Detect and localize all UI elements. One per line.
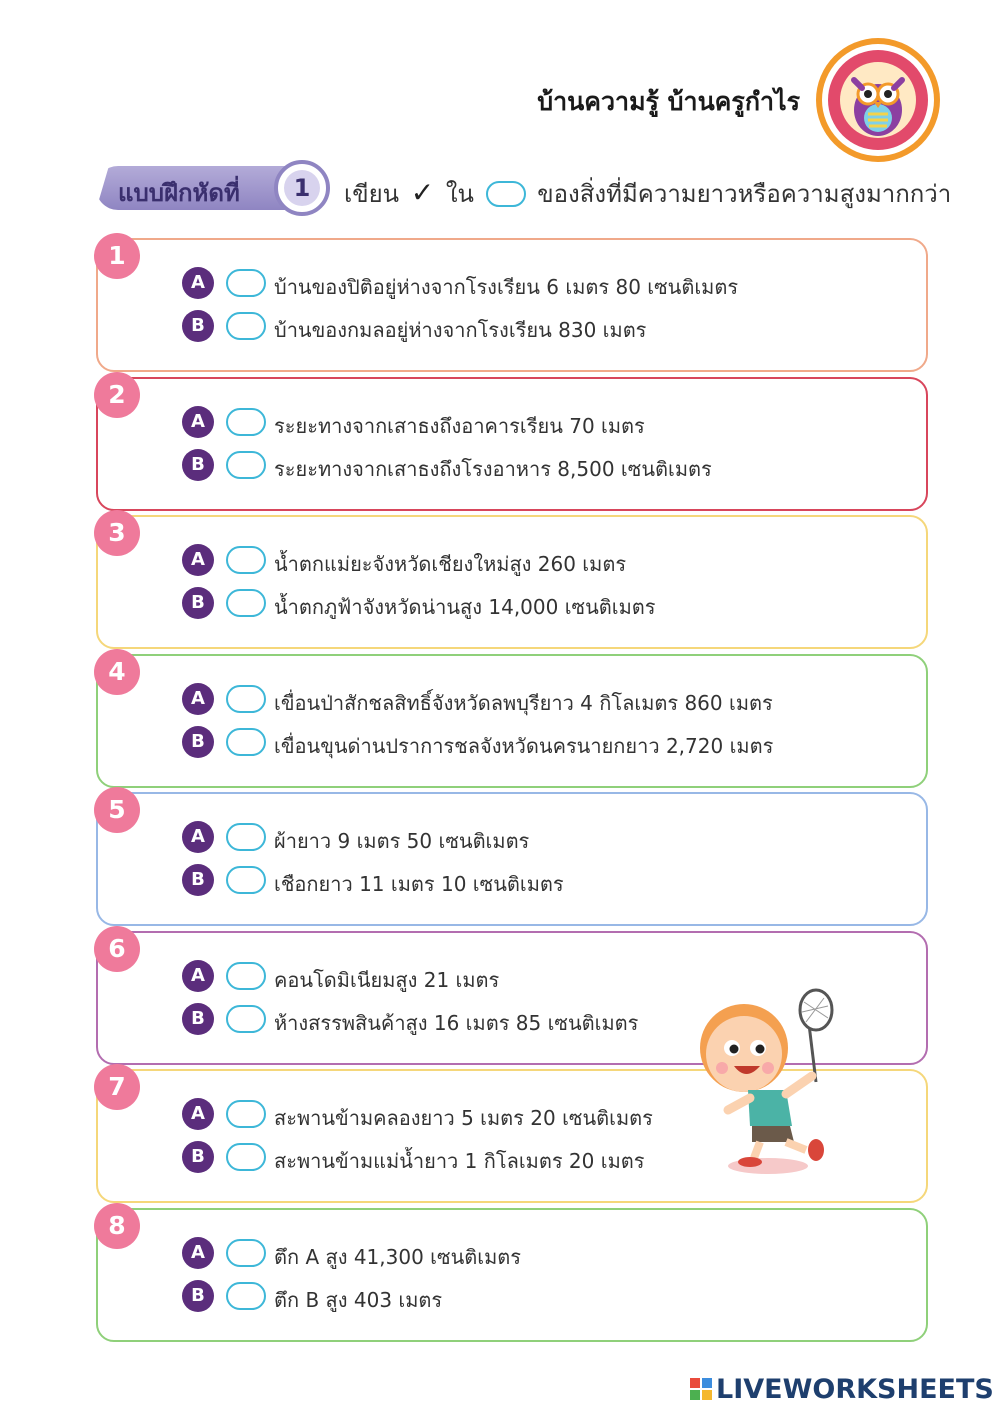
answer-box-a[interactable]	[226, 685, 266, 713]
option-a-letter-badge: A	[182, 821, 214, 853]
option-a-text: น้ำตกแม่ยะจังหวัดเชียงใหม่สูง 260 เมตร	[274, 552, 627, 576]
option-b-text: ห้างสรรพสินค้าสูง 16 เมตร 85 เซนติเมตร	[274, 1011, 639, 1035]
answer-box-a[interactable]	[226, 962, 266, 990]
option-b-letter-badge: B	[182, 864, 214, 896]
option-b-text: น้ำตกภูฟ้าจังหวัดน่านสูง 14,000 เซนติเมตร	[274, 595, 656, 619]
question-card	[96, 654, 928, 788]
exercise-label: แบบฝึกหัดที่	[118, 179, 240, 207]
answer-box-sample-icon	[486, 181, 526, 207]
answer-box-b[interactable]	[226, 1282, 266, 1310]
exercise-number-badge	[274, 160, 330, 216]
option-b-letter-badge: B	[182, 1003, 214, 1035]
instruction-prefix: เขียน	[344, 180, 400, 208]
option-a-text: คอนโดมิเนียมสูง 21 เมตร	[274, 968, 500, 992]
option-b-text: ตึก B สูง 403 เมตร	[274, 1288, 443, 1312]
answer-box-b[interactable]	[226, 728, 266, 756]
option-a-letter-badge: A	[182, 544, 214, 576]
option-a-text: เขื่อนป่าสักชลสิทธิ์จังหวัดลพบุรียาว 4 กิโลเมตร 860 เมตร	[274, 691, 773, 715]
answer-box-b[interactable]	[226, 1143, 266, 1171]
exercise-header	[96, 160, 952, 220]
option-b-text: เชือกยาว 11 เมตร 10 เซนติเมตร	[274, 872, 564, 896]
exercise-number: 1	[284, 170, 320, 206]
liveworksheets-brand: LIVEWORKSHEETS	[716, 1374, 994, 1405]
option-b-text: ระยะทางจากเสาธงถึงโรงอาหาร 8,500 เซนติเมตร	[274, 457, 712, 481]
instruction	[344, 174, 951, 213]
option-b-text: สะพานข้ามแม่น้ำยาว 1 กิโลเมตร 20 เมตร	[274, 1149, 645, 1173]
option-b-letter-badge: B	[182, 1280, 214, 1312]
option-a-letter-badge: A	[182, 683, 214, 715]
option-b-letter-badge: B	[182, 310, 214, 342]
question-card	[96, 515, 928, 649]
question-number-badge: 4	[94, 649, 140, 695]
option-a-letter-badge: A	[182, 960, 214, 992]
answer-box-b[interactable]	[226, 589, 266, 617]
option-a-letter-badge: A	[182, 267, 214, 299]
answer-box-a[interactable]	[226, 408, 266, 436]
question-number-badge: 3	[94, 510, 140, 556]
answer-box-a[interactable]	[226, 1239, 266, 1267]
answer-box-b[interactable]	[226, 1005, 266, 1033]
question-number-badge: 7	[94, 1064, 140, 1110]
owl-logo	[814, 36, 942, 164]
option-b-letter-badge: B	[182, 1141, 214, 1173]
answer-box-a[interactable]	[226, 546, 266, 574]
question-number-badge: 8	[94, 1203, 140, 1249]
option-a-text: สะพานข้ามคลองยาว 5 เมตร 20 เซนติเมตร	[274, 1106, 653, 1130]
answer-box-a[interactable]	[226, 269, 266, 297]
option-a-text: ผ้ายาว 9 เมตร 50 เซนติเมตร	[274, 829, 530, 853]
question-card	[96, 377, 928, 511]
check-mark-icon: ✓	[410, 176, 435, 209]
option-a-text: บ้านของปิติอยู่ห่างจากโรงเรียน 6 เมตร 80 เซนติเมตร	[274, 275, 739, 299]
answer-box-b[interactable]	[226, 866, 266, 894]
option-b-letter-badge: B	[182, 449, 214, 481]
answer-box-b[interactable]	[226, 312, 266, 340]
boy-with-racket-illustration	[688, 986, 848, 1176]
question-card	[96, 792, 928, 926]
option-b-letter-badge: B	[182, 587, 214, 619]
option-b-letter-badge: B	[182, 726, 214, 758]
instruction-suffix: ของสิ่งที่มีความยาวหรือความสูงมากกว่า	[537, 180, 952, 208]
option-a-letter-badge: A	[182, 1237, 214, 1269]
question-card	[96, 238, 928, 372]
question-number-badge: 2	[94, 372, 140, 418]
option-a-text: ตึก A สูง 41,300 เซนติเมตร	[274, 1245, 521, 1269]
answer-box-a[interactable]	[226, 823, 266, 851]
answer-box-b[interactable]	[226, 451, 266, 479]
question-card	[96, 1208, 928, 1342]
option-b-text: บ้านของกมลอยู่ห่างจากโรงเรียน 830 เมตร	[274, 318, 647, 342]
answer-box-a[interactable]	[226, 1100, 266, 1128]
site-title: บ้านความรู้ บ้านครูกำไร	[537, 87, 800, 116]
question-number-badge: 6	[94, 926, 140, 972]
instruction-mid: ใน	[445, 180, 474, 208]
option-a-text: ระยะทางจากเสาธงถึงอาคารเรียน 70 เมตร	[274, 414, 645, 438]
question-number-badge: 5	[94, 787, 140, 833]
liveworksheets-logo-icon	[690, 1378, 712, 1400]
question-number-badge: 1	[94, 233, 140, 279]
option-a-letter-badge: A	[182, 1098, 214, 1130]
option-b-text: เขื่อนขุนด่านปราการชลจังหวัดนครนายกยาว 2,720 เมตร	[274, 734, 774, 758]
option-a-letter-badge: A	[182, 406, 214, 438]
